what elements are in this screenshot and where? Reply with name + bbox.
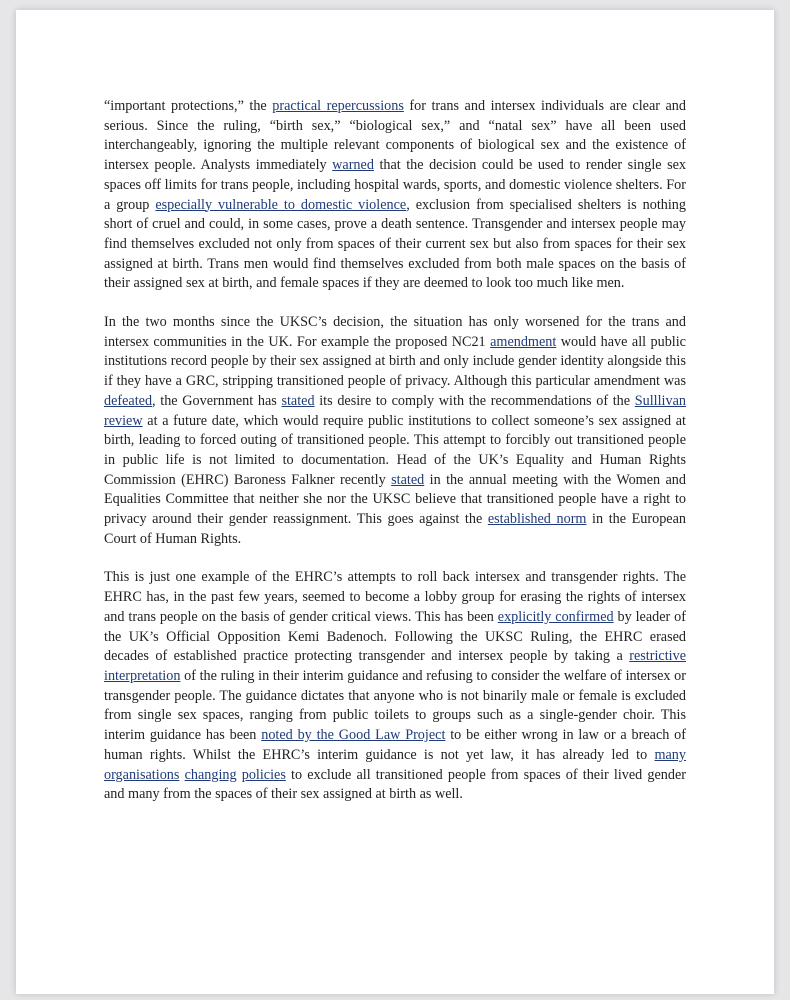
text-run: in the European Court of Human Rights. — [104, 511, 686, 547]
document-body — [104, 97, 686, 824]
text-run: In the two months since the UKSC’s decision, the situation has only worsened for the trans and intersex communities in the UK. For example the proposed NC21 — [104, 314, 686, 350]
text-run: would have all public institutions record people by their sex assigned at birth and only include gender identity alongside this if they have a GRC, stripping transitioned people of privacy. Although this particular amendment was — [104, 333, 686, 390]
text-run: “important protections,” the — [104, 98, 273, 114]
text-run: , exclusion from specialised shelters is nothing short of cruel and could, in some cases, prove a death sentence. Transgender and intersex people may find themselves excluded not only from spaces of their current sex but also from spaces for their sex assigned at birth. Trans men would find themselves excluded from both male spaces on the basis of their assigned sex at birth, and female spaces if they are deemed to look too much like men. — [104, 196, 686, 292]
text-run: by leader of the UK’s Official Opposition Kemi Badenoch. Following the UKSC Ruling, the EHRC erased decades of established practice protecting transgender and intersex people by taking a — [104, 608, 686, 665]
text-run: its desire to comply with the recommendations of the — [314, 392, 635, 409]
link-practical-repercussions[interactable]: practical repercussions — [272, 98, 404, 114]
paragraph-1 — [104, 97, 686, 294]
link-policies[interactable]: policies — [241, 766, 286, 783]
text-run: that the decision could be used to render single sex spaces off limits for trans people, including hospital wards, sports, and domestic violence shelters. For a group — [104, 157, 686, 213]
link-good-law-project[interactable]: noted by the Good Law Project — [261, 727, 446, 744]
link-restrictive-interpretation[interactable]: restrictive interpretation — [104, 648, 686, 684]
link-stated-falkner[interactable]: stated — [391, 471, 425, 488]
text-run: , the Government has — [152, 392, 282, 409]
text-run: in the annual meeting with the Women and Equalities Committee that neither she nor the UKSC believe that transitioned people have a right to privacy around their gender reassignment. This goes against the — [104, 471, 686, 528]
text-run: for trans and intersex individuals are clear and serious. Since the ruling, “birth sex,” “biological sex,” and “natal sex” have all been used interchangeably, ignoring the multiple relevant components of biological sex and the existence of intersex people. Analysts immediately — [104, 98, 686, 174]
text-run: to be either wrong in law or a breach of human rights. Whilst the EHRC’s interim guidance is not yet law, it has already led to — [104, 727, 686, 763]
link-stated-government[interactable]: stated — [281, 392, 315, 409]
link-sullivan-review[interactable]: Sulllivan review — [104, 392, 686, 429]
link-changing[interactable]: changing — [184, 766, 237, 783]
link-warned[interactable]: warned — [332, 157, 374, 174]
text-run: at a future date, which would require public institutions to collect someone’s sex assigned at birth, leading to forced outing of transitioned people. This attempt to forcibly out transitioned people in public life is not limited to documentation. Head of the UK’s Equality and Human Rights Commission (EHRC) Baroness Falkner recently — [104, 412, 686, 488]
link-amendment[interactable]: amendment — [490, 333, 557, 350]
link-especially-vulnerable[interactable]: especially vulnerable to domestic violence — [155, 196, 407, 213]
document-page — [16, 10, 774, 994]
text-run: of the ruling in their interim guidance and refusing to consider the welfare of intersex or transgender people. The guidance dictates that anyone who is not binarily male or female is excluded from single sex spaces, ranging from public toilets to groups such as a single-gender choir. This interim guidance has been — [104, 667, 686, 744]
link-established-norm[interactable]: established norm — [487, 511, 587, 528]
paragraph-3 — [104, 568, 686, 804]
link-explicitly-confirmed[interactable]: explicitly confirmed — [497, 608, 614, 625]
text-run: This is just one example of the EHRC’s attempts to roll back intersex and transgender rights. The EHRC has, in the past few years, seemed to become a lobby group for erasing the rights of intersex and trans people on the basis of gender critical views. This has been — [104, 569, 686, 625]
text-run: to exclude all transitioned people from spaces of their lived gender and many from the spaces of their sex assigned at birth as well. — [104, 766, 687, 803]
link-many-organisations[interactable]: many organisations — [104, 746, 686, 783]
paragraph-2 — [104, 313, 686, 549]
link-defeated[interactable]: defeated — [104, 392, 153, 409]
